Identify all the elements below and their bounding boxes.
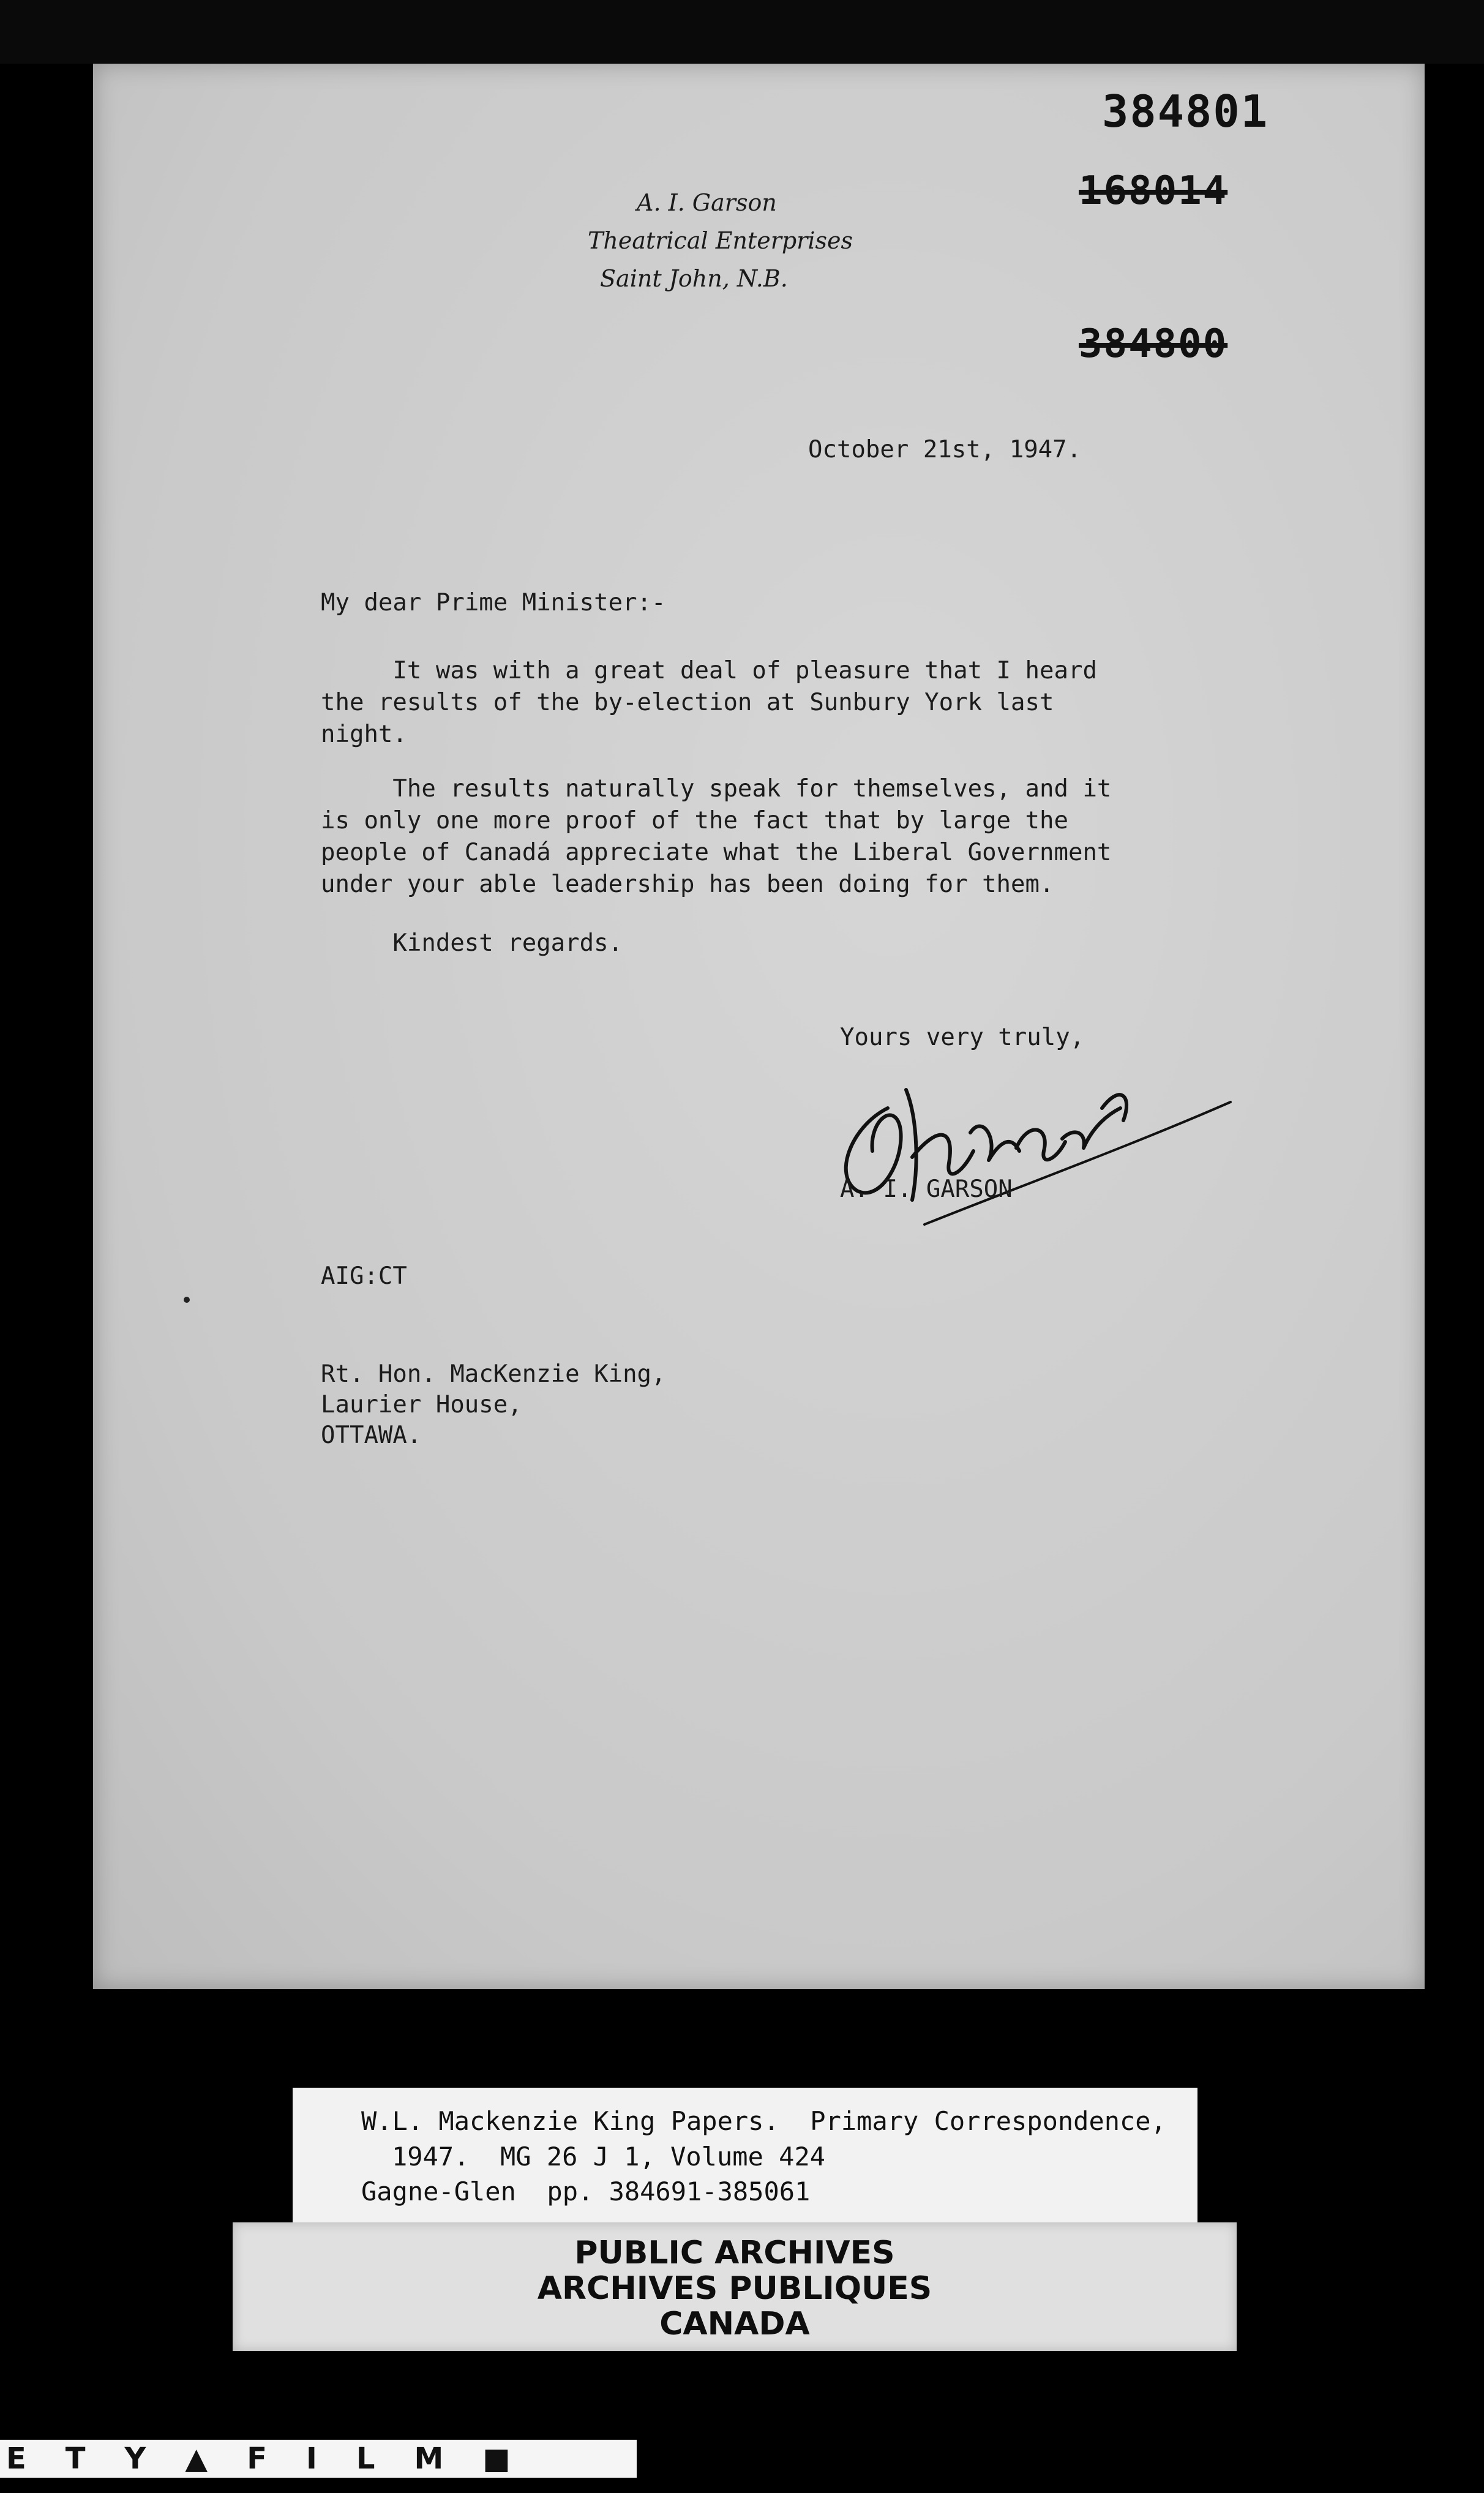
kindest-regards: Kindest regards. xyxy=(321,929,623,957)
archives-line-3: CANADA xyxy=(659,2306,810,2342)
handwritten-signature xyxy=(814,1035,1255,1237)
salutation: My dear Prime Minister:- xyxy=(321,589,666,617)
paragraph-2-line: people of Canadá appreciate what the Liberal Government xyxy=(321,839,1112,866)
archive-label-line-3: Gagne-Glen pp. 384691-385061 xyxy=(361,2176,811,2206)
film-top-edge xyxy=(0,0,1484,64)
letterhead-city: Saint John, N.B. xyxy=(600,265,788,292)
letterhead xyxy=(588,184,853,298)
archives-line-1: PUBLIC ARCHIVES xyxy=(574,2235,895,2271)
paragraph-1 xyxy=(321,655,1097,751)
paragraph-2-line: is only one more proof of the fact that by large the xyxy=(321,807,1068,834)
archive-label-line-1: W.L. Mackenzie King Papers. Primary Correspondence, xyxy=(361,2106,1166,2136)
document-number-stamp: 384801 xyxy=(1102,86,1269,137)
letterhead-company: Theatrical Enterprises xyxy=(588,227,853,254)
struck-number-stamp-2: 384800 xyxy=(1079,321,1228,367)
letter-date: October 21st, 1947. xyxy=(808,436,1082,463)
archive-reference-label xyxy=(293,2088,1197,2222)
reference-initials: AIG:CT xyxy=(321,1262,407,1290)
paragraph-1-line: It was with a great deal of pleasure that I heard xyxy=(321,657,1097,684)
paragraph-2-line: under your able leadership has been doing for them. xyxy=(321,871,1054,898)
address-line: Laurier House, xyxy=(321,1391,522,1419)
paragraph-2-line: The results naturally speak for themselves, and it xyxy=(321,775,1112,803)
signer-name: A. I. GARSON xyxy=(840,1175,1013,1203)
recipient-address xyxy=(321,1359,666,1451)
struck-number-stamp-1: 168014 xyxy=(1079,168,1228,214)
archive-label-line-2: 1947. MG 26 J 1, Volume 424 xyxy=(392,2142,826,2172)
ink-dot xyxy=(184,1297,190,1303)
address-line: OTTAWA. xyxy=(321,1422,422,1449)
public-archives-stamp xyxy=(233,2222,1237,2351)
paragraph-1-line: the results of the by-election at Sunbury York last xyxy=(321,689,1054,716)
letterhead-name: A. I. Garson xyxy=(637,189,777,216)
archives-line-2: ARCHIVES PUBLIQUES xyxy=(537,2270,932,2307)
paragraph-3 xyxy=(321,928,623,959)
paragraph-2 xyxy=(321,773,1111,901)
closing: Yours very truly, xyxy=(840,1024,1085,1051)
film-strip-label: ETY▲FILM■ xyxy=(0,2440,637,2478)
paragraph-1-line: night. xyxy=(321,721,407,748)
address-line: Rt. Hon. MacKenzie King, xyxy=(321,1360,666,1388)
